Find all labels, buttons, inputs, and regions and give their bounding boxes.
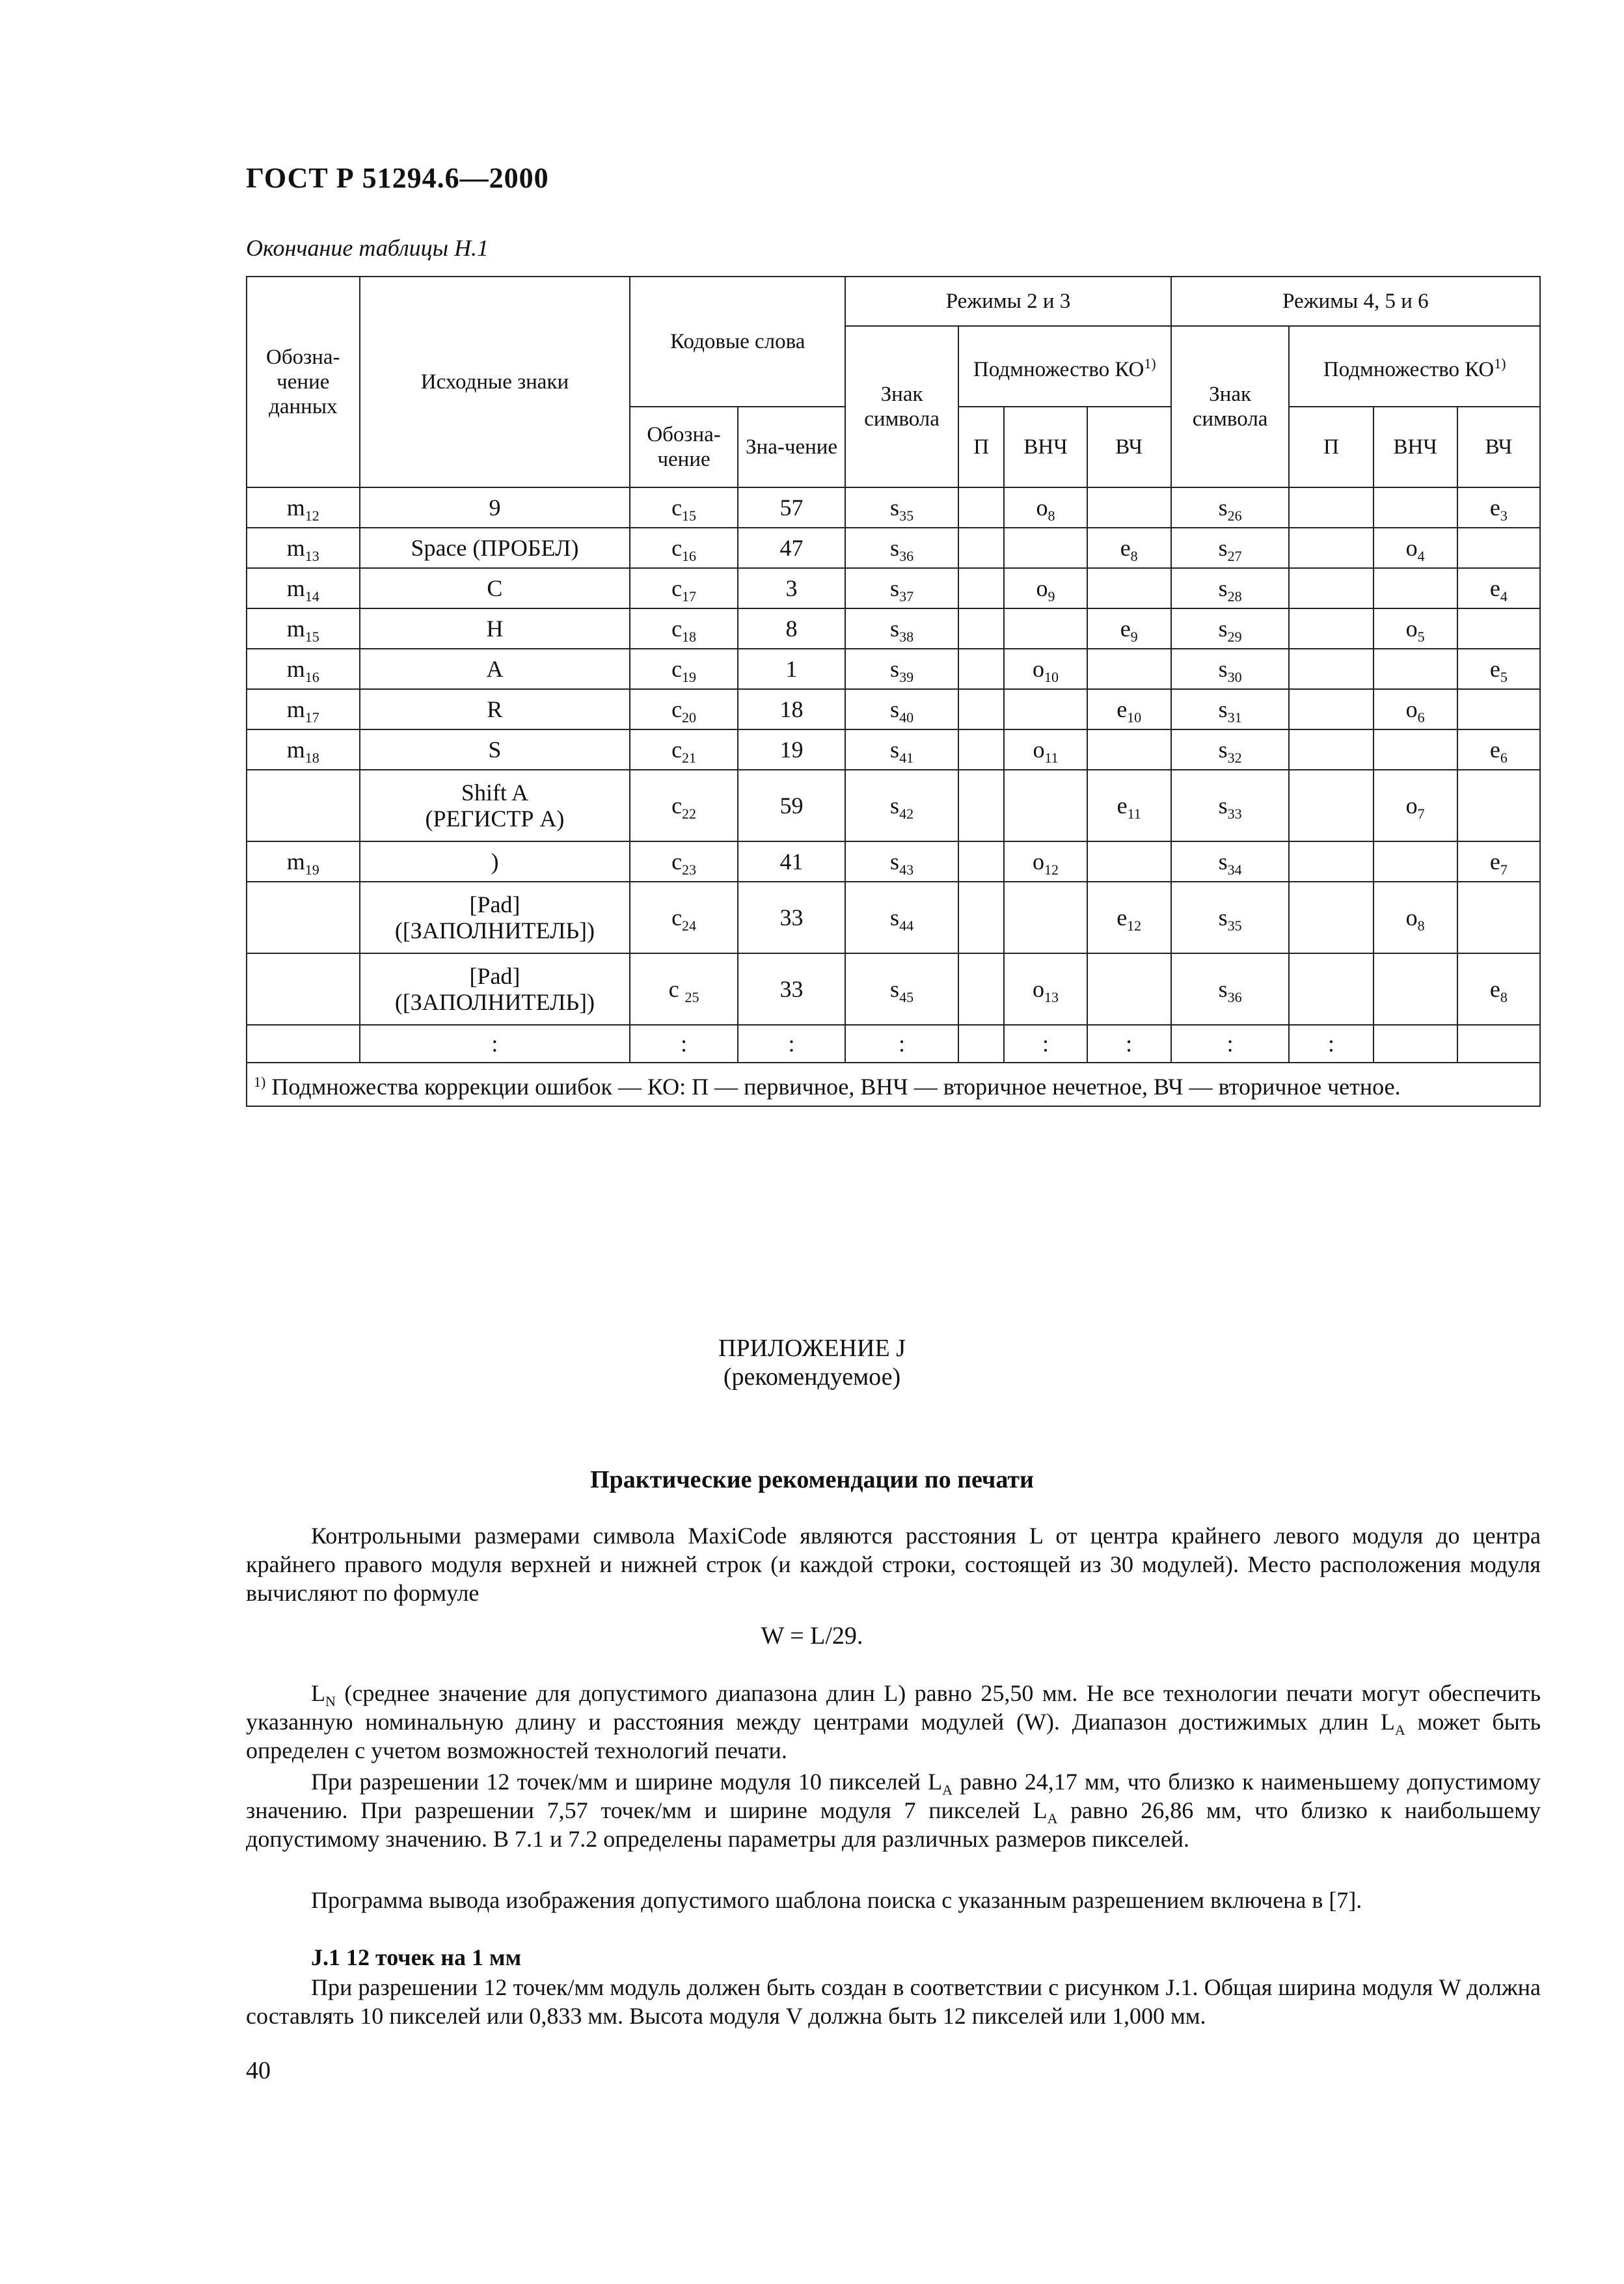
table-footnote: $^{1)}$ Подмножества коррекции ошибок — КО: П — первичное, ВНЧ — вторичное нечетное, ВЧ — вторичное четное. [247, 1063, 1540, 1106]
col-header-vnch-1: ВНЧ [1004, 407, 1087, 487]
cell-vch-2: $e_4$ [1457, 568, 1540, 608]
cell-vch-2 [1457, 770, 1540, 841]
dots-cell: : [1171, 1025, 1290, 1063]
cell-symbol-char-1: $s_{35}$ [845, 487, 958, 528]
cell-symbol-char-1: $s_{40}$ [845, 689, 958, 729]
cell-codeword-designation: $c_{23}$ [630, 841, 737, 882]
cell-codeword-designation: $c_{21}$ [630, 729, 737, 770]
cell-designation: $m_{18}$ [247, 729, 360, 770]
cell-vch-2: $e_7$ [1457, 841, 1540, 882]
cell-vnch-2 [1374, 729, 1457, 770]
cell-vnch-2 [1374, 487, 1457, 528]
col-header-symbol-char-1: Знак символа [845, 326, 958, 487]
cell-source-char: 9 [360, 487, 630, 528]
cell-vch-2 [1457, 882, 1540, 953]
cell-vch-1: $e_8$ [1087, 528, 1171, 568]
table-row [247, 608, 1540, 649]
cell-codeword-value: 33 [738, 953, 845, 1025]
table-row [247, 568, 1540, 608]
cell-symbol-char-2: $s_{36}$ [1171, 953, 1290, 1025]
cell-p-1 [958, 528, 1005, 568]
cell-vnch-1 [1004, 689, 1087, 729]
col-header-cw-value: Зна-чение [738, 407, 845, 487]
document-header: ГОСТ Р 51294.6—2000 [246, 162, 549, 194]
cell-p-2 [1289, 487, 1373, 528]
cell-source-char: C [360, 568, 630, 608]
cell-symbol-char-1: $s_{39}$ [845, 649, 958, 689]
cell-designation [247, 770, 360, 841]
cell-designation [247, 953, 360, 1025]
cell-symbol-char-2: $s_{35}$ [1171, 882, 1290, 953]
cell-vnch-2: $o_5$ [1374, 608, 1457, 649]
col-header-vch-2: ВЧ [1457, 407, 1540, 487]
cell-vch-1 [1087, 953, 1171, 1025]
cell-codeword-value: 3 [738, 568, 845, 608]
cell-codeword-designation: $c_{18}$ [630, 608, 737, 649]
cell-codeword-value: 1 [738, 649, 845, 689]
cell-vch-1 [1087, 649, 1171, 689]
cell-vnch-1: $o_{12}$ [1004, 841, 1087, 882]
table-row [247, 953, 1540, 1025]
cell-vch-2: $e_8$ [1457, 953, 1540, 1025]
cell-vnch-2 [1374, 568, 1457, 608]
cell-vch-2: $e_6$ [1457, 729, 1540, 770]
cell-source-char: A [360, 649, 630, 689]
cell-codeword-designation: $c_{17}$ [630, 568, 737, 608]
cell-symbol-char-2: $s_{28}$ [1171, 568, 1290, 608]
cell-vch-1: $e_9$ [1087, 608, 1171, 649]
appendix-title: ПРИЛОЖЕНИЕ J [718, 1335, 906, 1362]
paragraph-2: $L_N$ (среднее значение для допустимого диапазона длин L) равно 25,50 мм. Не все технологии печати могут обеспечить указанную номинальную длину и расстояния между центрами модулей (W). Диапазон достижимых длин $L_A$ может быть определен с учетом возможностей технологий печати. [246, 1680, 1541, 1763]
section-title: Практические рекомендации по печати [590, 1466, 1034, 1493]
dots-cell: : [630, 1025, 737, 1063]
cell-p-2 [1289, 649, 1373, 689]
cell-p-2 [1289, 729, 1373, 770]
col-header-modes-456: Режимы 4, 5 и 6 [1171, 277, 1540, 326]
cell-codeword-value: 41 [738, 841, 845, 882]
cell-p-2 [1289, 882, 1373, 953]
cell-vnch-2: $o_4$ [1374, 528, 1457, 568]
cell-codeword-designation: $c_{16}$ [630, 528, 737, 568]
cell-symbol-char-2: $s_{30}$ [1171, 649, 1290, 689]
dots-cell: : [1004, 1025, 1087, 1063]
cell-vnch-2: $o_7$ [1374, 770, 1457, 841]
cell-vnch-2 [1374, 649, 1457, 689]
cell-vnch-2: $o_8$ [1374, 882, 1457, 953]
cell-p-2 [1289, 568, 1373, 608]
subsection-title: J.1 12 точек на 1 мм [311, 1944, 522, 1970]
formula: W = L/29. [761, 1622, 863, 1650]
col-header-symbol-char-2: Знак символа [1171, 326, 1290, 487]
dots-cell: : [1289, 1025, 1373, 1063]
cell-p-1 [958, 689, 1005, 729]
cell-vch-1: $e_{10}$ [1087, 689, 1171, 729]
data-table [246, 276, 1541, 1107]
cell-p-1 [958, 953, 1005, 1025]
table-row [247, 689, 1540, 729]
table-body [247, 487, 1540, 1025]
cell-p-1 [958, 841, 1005, 882]
cell-vch-1 [1087, 487, 1171, 528]
cell-designation: $m_{15}$ [247, 608, 360, 649]
table-row [247, 649, 1540, 689]
cell-p-2 [1289, 953, 1373, 1025]
col-header-cw-designation: Обозна-чение [630, 407, 737, 487]
cell-vch-2: $e_3$ [1457, 487, 1540, 528]
dots-cell [1374, 1025, 1457, 1063]
cell-symbol-char-1: $s_{42}$ [845, 770, 958, 841]
cell-codeword-value: 8 [738, 608, 845, 649]
cell-symbol-char-1: $s_{41}$ [845, 729, 958, 770]
cell-p-2 [1289, 770, 1373, 841]
table-footnote-row [247, 1063, 1540, 1106]
cell-vnch-1: $o_9$ [1004, 568, 1087, 608]
table-row-ellipsis [247, 1025, 1540, 1063]
col-header-codewords: Кодовые слова [630, 277, 845, 407]
col-header-p-2: П [1289, 407, 1373, 487]
cell-vch-2 [1457, 528, 1540, 568]
table-caption: Окончание таблицы Н.1 [246, 235, 489, 261]
col-header-modes-23: Режимы 2 и 3 [845, 277, 1171, 326]
cell-source-char: [Pad] ([ЗАПОЛНИТЕЛЬ]) [360, 953, 630, 1025]
table-row [247, 770, 1540, 841]
cell-codeword-value: 19 [738, 729, 845, 770]
cell-p-1 [958, 608, 1005, 649]
cell-symbol-char-2: $s_{29}$ [1171, 608, 1290, 649]
col-header-source: Исходные знаки [360, 277, 630, 487]
cell-p-1 [958, 487, 1005, 528]
cell-vnch-2 [1374, 953, 1457, 1025]
cell-p-2 [1289, 528, 1373, 568]
cell-vnch-2: $o_6$ [1374, 689, 1457, 729]
cell-designation: $m_{14}$ [247, 568, 360, 608]
cell-vch-2 [1457, 689, 1540, 729]
cell-p-2 [1289, 841, 1373, 882]
cell-vnch-2 [1374, 841, 1457, 882]
col-header-vch-1: ВЧ [1087, 407, 1171, 487]
cell-source-char: R [360, 689, 630, 729]
cell-designation: $m_{17}$ [247, 689, 360, 729]
cell-codeword-designation: $c_{20}$ [630, 689, 737, 729]
cell-symbol-char-2: $s_{27}$ [1171, 528, 1290, 568]
page-number: 40 [246, 2057, 271, 2084]
cell-source-char: Shift A (РЕГИСТР А) [360, 770, 630, 841]
cell-p-2 [1289, 689, 1373, 729]
table-row [247, 487, 1540, 528]
dots-cell [958, 1025, 1005, 1063]
cell-vnch-1: $o_{10}$ [1004, 649, 1087, 689]
cell-vnch-1 [1004, 608, 1087, 649]
paragraph-3: При разрешении 12 точек/мм и ширине модуля 10 пикселей $L_A$ равно 24,17 мм, что близко к наименьшему допустимому значению. При разрешении 7,57 точек/мм и ширине модуля 7 пикселей $L_A$ равно 26,86 мм, что близко к наибольшему допустимому значению. В 7.1 и 7.2 определены параметры для различных размеров пикселей. [246, 1769, 1541, 1852]
cell-symbol-char-2: $s_{33}$ [1171, 770, 1290, 841]
col-header-p-1: П [958, 407, 1005, 487]
cell-codeword-designation: $c_{24}$ [630, 882, 737, 953]
col-header-vnch-2: ВНЧ [1374, 407, 1457, 487]
dots-cell: : [1087, 1025, 1171, 1063]
cell-vnch-1 [1004, 882, 1087, 953]
cell-vch-1: $e_{12}$ [1087, 882, 1171, 953]
cell-vnch-1: $o_8$ [1004, 487, 1087, 528]
cell-vch-1 [1087, 841, 1171, 882]
table-row [247, 729, 1540, 770]
cell-designation: $m_{19}$ [247, 841, 360, 882]
cell-vnch-1: $o_{13}$ [1004, 953, 1087, 1025]
cell-p-1 [958, 729, 1005, 770]
cell-source-char: H [360, 608, 630, 649]
cell-symbol-char-2: $s_{31}$ [1171, 689, 1290, 729]
cell-symbol-char-1: $s_{38}$ [845, 608, 958, 649]
cell-designation: $m_{12}$ [247, 487, 360, 528]
cell-symbol-char-2: $s_{26}$ [1171, 487, 1290, 528]
cell-symbol-char-1: $s_{43}$ [845, 841, 958, 882]
cell-vch-1 [1087, 729, 1171, 770]
cell-p-1 [958, 568, 1005, 608]
cell-symbol-char-1: $s_{36}$ [845, 528, 958, 568]
cell-source-char: [Pad] ([ЗАПОЛНИТЕЛЬ]) [360, 882, 630, 953]
dots-cell: : [738, 1025, 845, 1063]
cell-vch-1 [1087, 568, 1171, 608]
cell-codeword-value: 18 [738, 689, 845, 729]
appendix-subtitle: (рекомендуемое) [723, 1363, 901, 1391]
cell-source-char: ) [360, 841, 630, 882]
cell-p-2 [1289, 608, 1373, 649]
cell-vnch-1 [1004, 528, 1087, 568]
cell-vnch-1: $o_{11}$ [1004, 729, 1087, 770]
cell-designation [247, 882, 360, 953]
table-row [247, 528, 1540, 568]
cell-codeword-value: 57 [738, 487, 845, 528]
cell-symbol-char-2: $s_{32}$ [1171, 729, 1290, 770]
dots-cell: : [845, 1025, 958, 1063]
cell-source-char: Space (ПРОБЕЛ) [360, 528, 630, 568]
table-row [247, 882, 1540, 953]
cell-codeword-designation: $c_{15}$ [630, 487, 737, 528]
cell-codeword-value: 47 [738, 528, 845, 568]
col-header-subset-2: Подмножество КО$^{1)}$ [1289, 326, 1540, 407]
cell-symbol-char-2: $s_{34}$ [1171, 841, 1290, 882]
paragraph-4: Программа вывода изображения допустимого шаблона поиска с указанным разрешением включена в [7]. [311, 1887, 1362, 1913]
cell-vnch-1 [1004, 770, 1087, 841]
cell-p-1 [958, 882, 1005, 953]
cell-p-1 [958, 649, 1005, 689]
cell-codeword-value: 33 [738, 882, 845, 953]
cell-codeword-designation: $c_{19}$ [630, 649, 737, 689]
table-row [247, 841, 1540, 882]
cell-vch-1: $e_{11}$ [1087, 770, 1171, 841]
dots-cell [1457, 1025, 1540, 1063]
col-header-subset-1: Подмножество КО$^{1)}$ [958, 326, 1171, 407]
cell-codeword-designation: c $_{25}$ [630, 953, 737, 1025]
cell-designation: $m_{13}$ [247, 528, 360, 568]
cell-source-char: S [360, 729, 630, 770]
col-header-designation: Обозна-чение данных [247, 277, 360, 487]
dots-cell: : [360, 1025, 630, 1063]
paragraph-1: Контрольными размерами символа MaxiCode являются расстояния L от центра крайнего левого модуля до центра крайнего правого модуля верхней и нижней строк (и каждой строки, состоящей из 30 модулей). Место расположения модуля вычисляют по формуле [246, 1523, 1541, 1606]
cell-designation: $m_{16}$ [247, 649, 360, 689]
cell-vch-2: $e_5$ [1457, 649, 1540, 689]
cell-codeword-value: 59 [738, 770, 845, 841]
dots-cell [247, 1025, 360, 1063]
cell-symbol-char-1: $s_{37}$ [845, 568, 958, 608]
cell-codeword-designation: $c_{22}$ [630, 770, 737, 841]
cell-symbol-char-1: $s_{44}$ [845, 882, 958, 953]
cell-vch-2 [1457, 608, 1540, 649]
cell-symbol-char-1: $s_{45}$ [845, 953, 958, 1025]
paragraph-5: При разрешении 12 точек/мм модуль должен быть создан в соответствии с рисунком J.1. Общая ширина модуля W должна составлять 10 пикселей или 0,833 мм. Высота модуля V должна быть 12 пикселей или 1,000 мм. [246, 1974, 1541, 2029]
cell-p-1 [958, 770, 1005, 841]
